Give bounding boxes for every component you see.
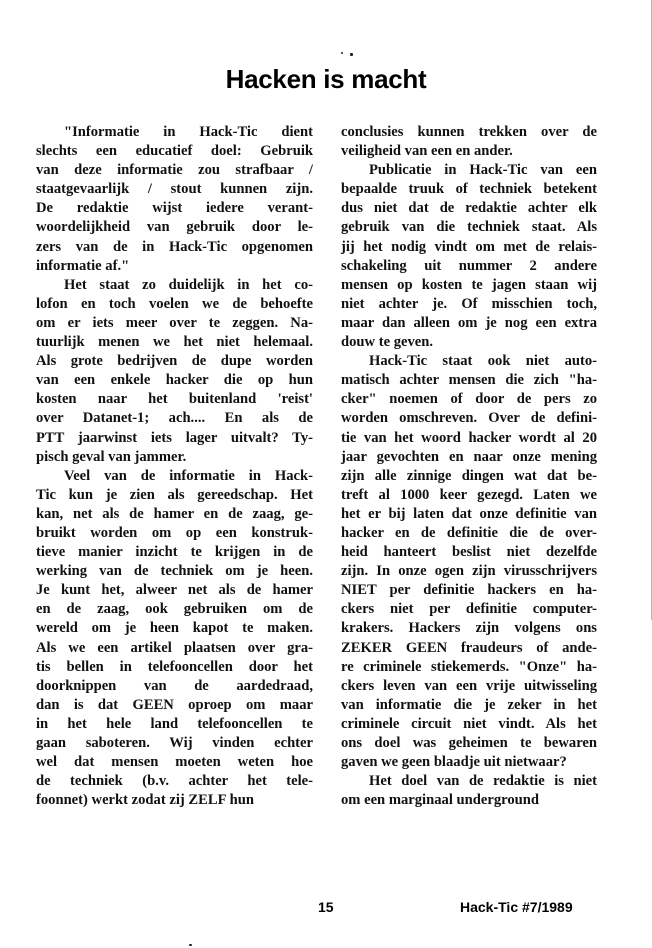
text-line: tie van het woord hacker wordt al 20: [341, 429, 597, 446]
text-line: bepaalde truuk of techniek betekent: [341, 181, 597, 198]
text-line: en de zaag, ook gebruiken om de: [36, 601, 313, 618]
text-line: NIET per definitie hackers en ha-: [341, 582, 597, 599]
text-line: lofon en toch voelen we de behoefte: [36, 295, 313, 312]
text-line: werking van de techniek om je heen.: [36, 563, 313, 580]
text-line: doorknippen van de aardedraad,: [36, 677, 313, 694]
text-line: gebruik van die techniek staat. Als: [341, 219, 597, 236]
text-line: zijn. In onze ogen zijn virusschrijvers: [341, 563, 597, 580]
text-line: van informatie die je zeker in het: [341, 696, 597, 713]
text-line: ckers leven van een vrije uitwisseling: [341, 677, 597, 694]
text-line: ckers niet per definitie computer-: [341, 601, 597, 618]
text-line: dus niet dat de redaktie achter elk: [341, 200, 597, 217]
text-line: worden omschreven. Over de defini-: [341, 410, 597, 427]
text-line: staatgevaarlijk / stout kunnen zijn.: [36, 181, 313, 198]
text-line: De redaktie wijst iedere verant-: [36, 200, 313, 217]
text-line: slechts een educatief doel: Gebruik: [36, 143, 313, 160]
text-line: jaar gevochten en naar onze mening: [341, 448, 597, 465]
text-line: jij het nodig vindt om met de relais-: [341, 238, 597, 255]
text-line: maar dan alleen om je nog een extra: [341, 314, 597, 331]
left-column: [36, 123, 313, 810]
text-line: heid hanteert beslist niet dezelfde: [341, 544, 597, 561]
text-line: pisch geval van jammer.: [36, 448, 187, 465]
text-line: veiligheid van een en ander.: [341, 143, 513, 160]
scan-speck: [341, 52, 343, 54]
text-line: zers van de in Hack-Tic opgenomen: [36, 238, 313, 255]
text-line: het er bij laten dat onze definitie van: [341, 505, 597, 522]
text-line: wereld om je heen kapot te maken.: [36, 620, 313, 637]
text-line: matisch achter mensen die zich "ha-: [341, 372, 597, 389]
text-line: tis bellen in telefooncellen door het: [36, 658, 313, 675]
paragraph: [36, 123, 313, 276]
text-line: conclusies kunnen trekken over de: [341, 124, 597, 140]
text-line: ons doel was geheimen te bewaren: [341, 735, 597, 751]
paragraph: [36, 276, 313, 467]
text-line: douw te geven.: [341, 334, 434, 351]
text-line: de techniek (b.v. achter het tele-: [36, 773, 313, 790]
publication-info: Hack-Tic #7/1989: [460, 899, 573, 915]
scan-speck: [350, 53, 353, 56]
paragraph: [341, 352, 597, 772]
text-line: Het staat zo duidelijk in het co-: [64, 276, 313, 293]
text-line: kan, net als de hamer en de zaag, ge-: [36, 505, 313, 522]
text-line: gaan saboteren. Wij vinden echter: [36, 735, 313, 751]
paragraph: [36, 467, 313, 811]
text-line: dan is dat GEEN oproep om maar: [36, 696, 313, 713]
text-line: tuurlijk menen we het niet helemaal.: [36, 334, 313, 351]
paragraph: [341, 123, 597, 161]
text-line: re criminele stiekemerds. "Onze" ha-: [341, 658, 597, 675]
text-line: Hack-Tic staat ook niet auto-: [369, 353, 597, 370]
text-line: informatie af.": [36, 257, 130, 274]
text-line: Veel van de informatie in Hack-: [64, 467, 313, 484]
text-line: van deze informatie zou strafbaar /: [36, 162, 313, 179]
text-line: Publicatie in Hack-Tic van een: [369, 162, 597, 179]
text-line: over Datanet-1; ach.... En als de: [36, 410, 313, 427]
text-line: foonnet) werkt zodat zij ZELF hun: [36, 792, 254, 809]
text-line: om een marginaal underground: [341, 792, 539, 809]
text-line: bruikt worden om op een konstruk-: [36, 524, 313, 541]
text-line: zijn alle zinnige dingen wat dat be-: [341, 467, 597, 484]
paragraph: [341, 161, 597, 352]
text-line: Je kunt het, alweer net als de hamer: [36, 582, 313, 599]
text-line: om er iets meer over te zeggen. Na-: [36, 314, 313, 331]
page-number: 15: [318, 899, 334, 915]
text-line: PTT jaarwinst iets lager uitvalt? Ty-: [36, 429, 313, 446]
text-line: Als we een artikel plaatsen over gra-: [36, 639, 313, 656]
text-line: woordelijkheid van gebruik door le-: [36, 219, 313, 236]
text-line: krakers. Hackers zijn volgens ons: [341, 620, 597, 637]
scan-speck: [189, 944, 192, 946]
text-line: cker" noemen of door de pers zo: [341, 391, 597, 408]
text-line: gaven we geen blaadje uit nietwaar?: [341, 754, 567, 771]
text-line: mensen op kosten te jagen staan wij: [341, 276, 597, 293]
text-line: treft al 1000 keer gezegd. Laten we: [341, 486, 597, 503]
text-line: van een enkele hacker die op hun: [36, 372, 313, 389]
text-line: kosten naar het buitenland 'reist': [36, 391, 313, 408]
text-line: hacker en de definitie die de over-: [341, 524, 597, 541]
paragraph: [341, 772, 597, 810]
text-line: Als grote bedrijven de dupe worden: [36, 353, 313, 370]
text-line: criminele circuit niet vindt. Als het: [341, 715, 597, 732]
text-line: "Informatie in Hack-Tic dient: [64, 124, 313, 140]
text-line: schakeling uit nummer 2 andere: [341, 257, 597, 274]
text-line: niet achter je. Of misschien toch,: [341, 295, 597, 312]
text-line: wel dat mensen moeten weten hoe: [36, 754, 313, 771]
right-column: [341, 123, 597, 810]
article-title: Hacken is macht: [225, 64, 427, 94]
text-line: ZEKER GEEN fraudeurs of ande-: [341, 639, 597, 656]
text-line: tieve manier inzicht te krijgen in de: [36, 544, 313, 561]
text-line: in het hele land telefooncellen te: [36, 715, 313, 732]
text-line: Tic kun je zien als gereedschap. Het: [36, 486, 313, 503]
text-line: Het doel van de redaktie is niet: [369, 773, 597, 790]
